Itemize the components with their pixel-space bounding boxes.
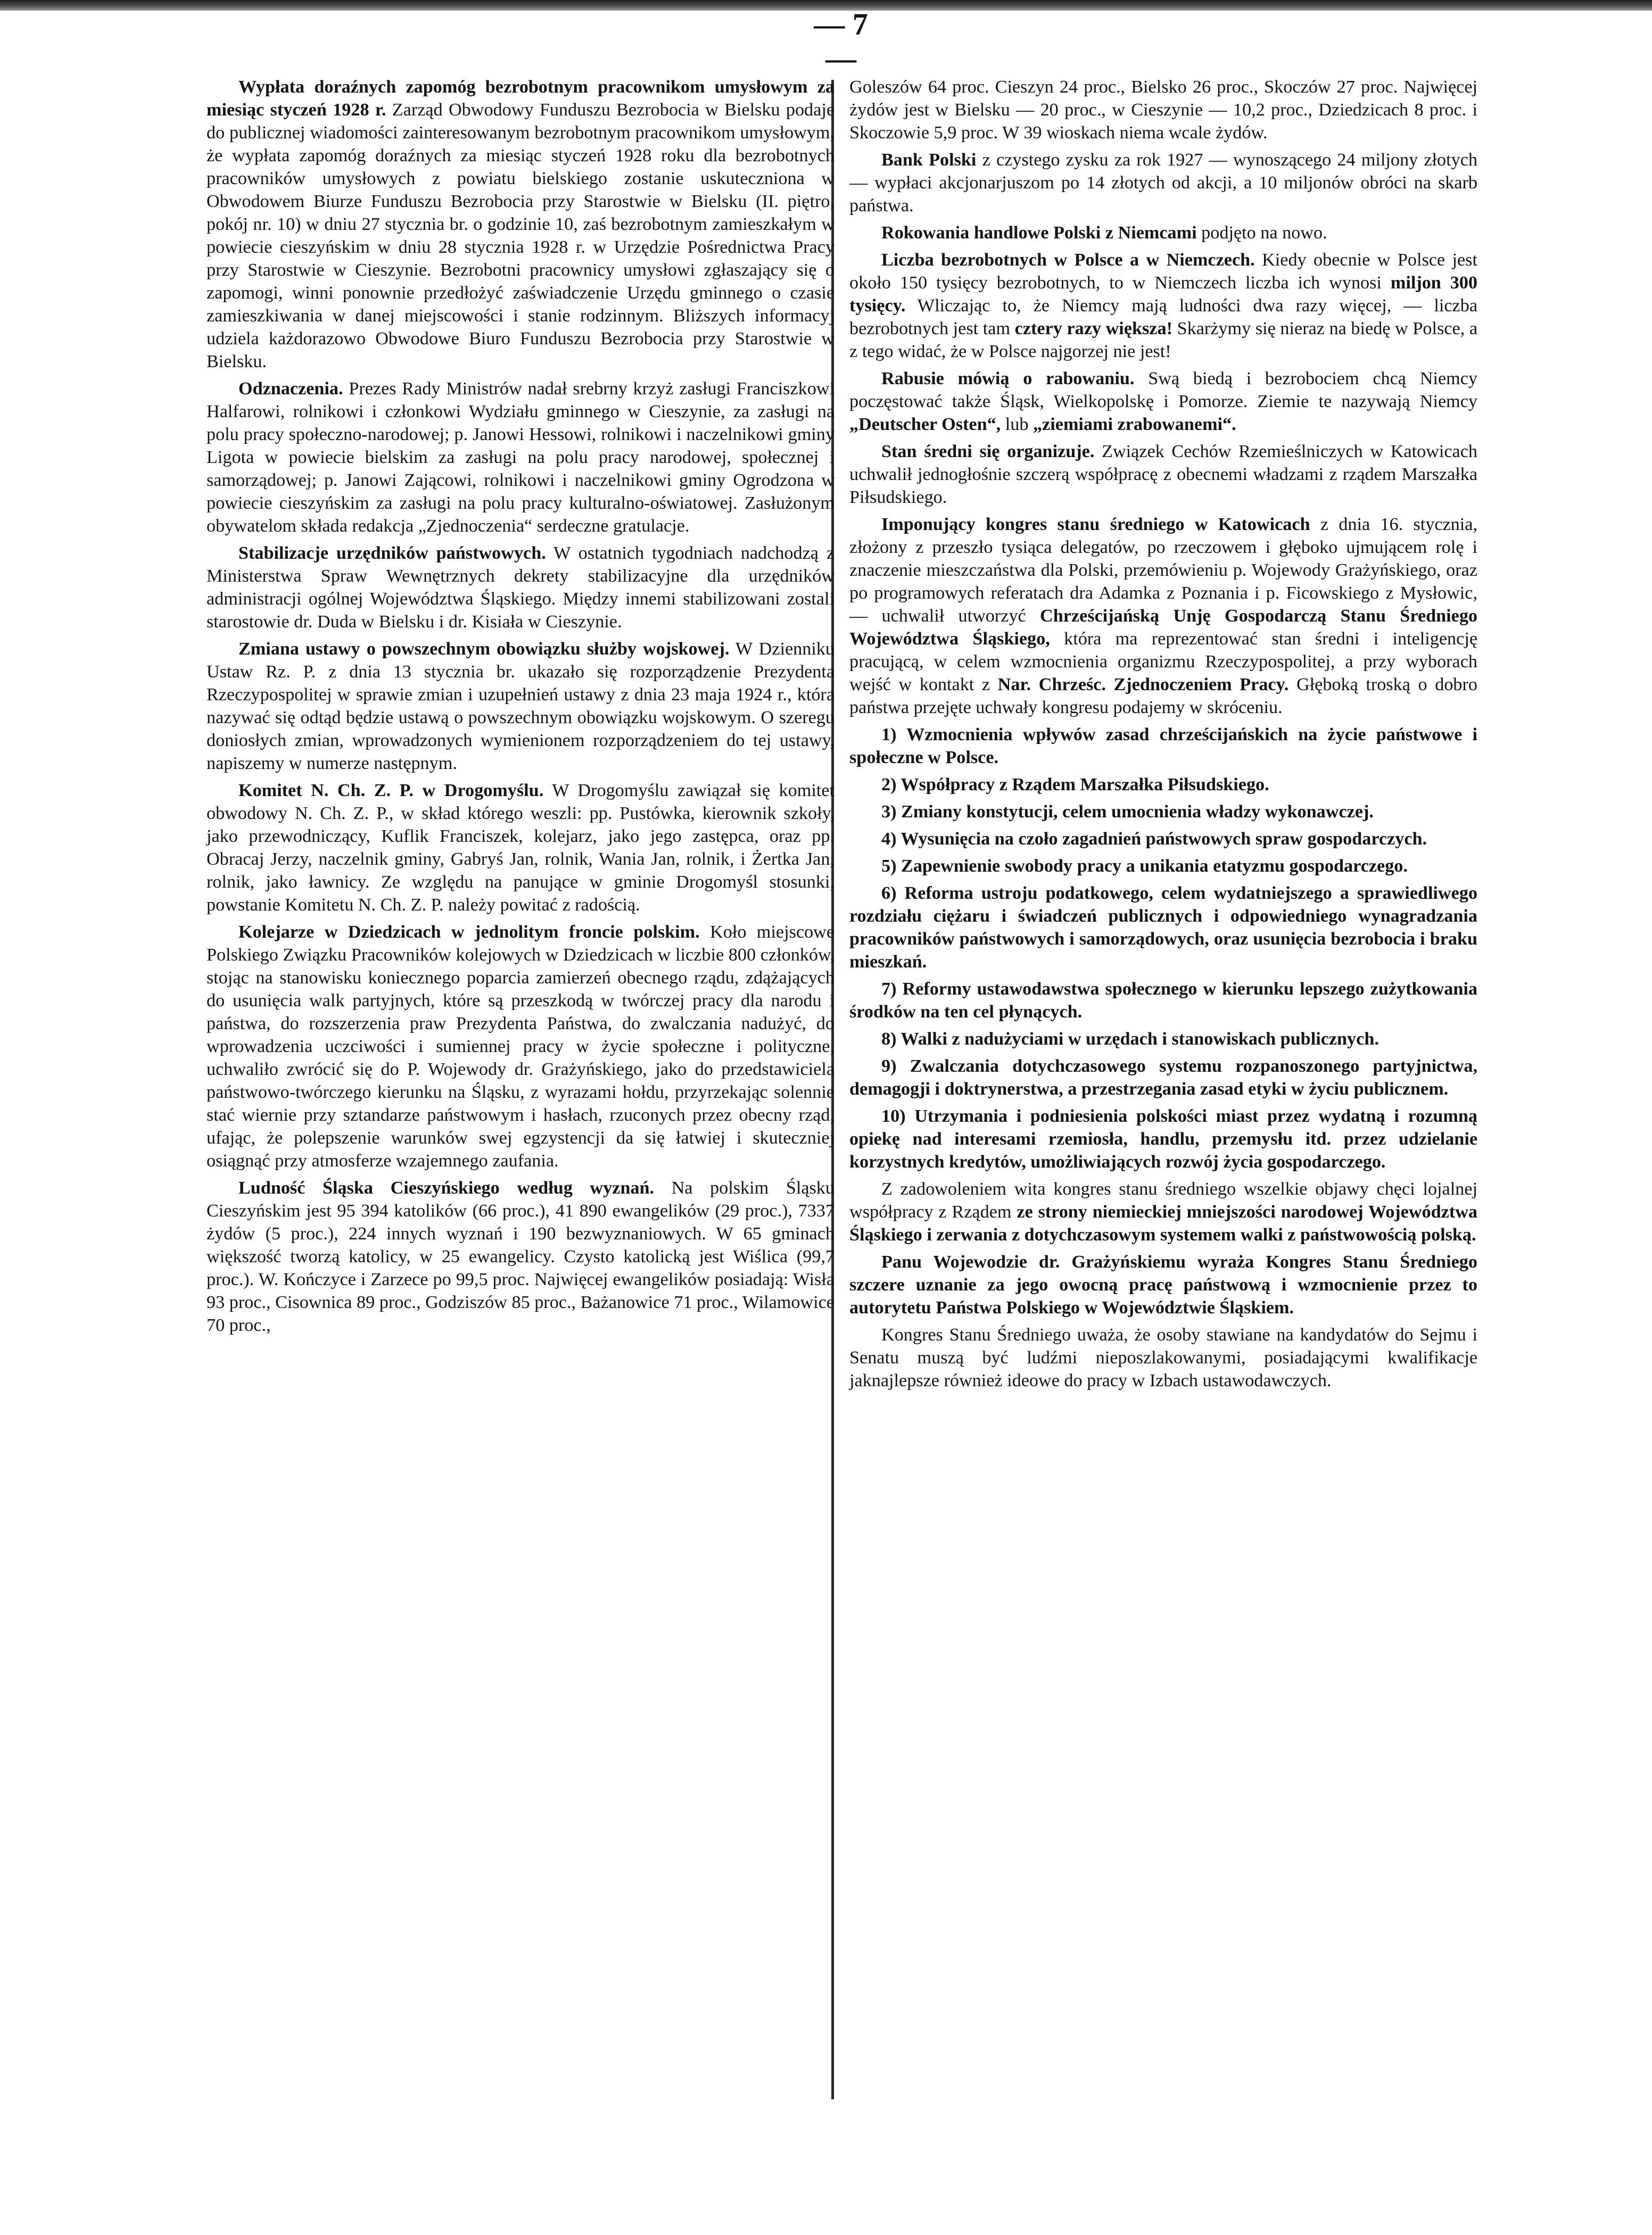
article-stan-sredni bbox=[849, 440, 1477, 509]
article-heading: Odznaczenia. bbox=[238, 379, 343, 399]
article-heading: Stan średni się organizuje. bbox=[881, 442, 1095, 461]
resolution-item: 2) Współpracy z Rządem Marszałka Piłsudskiego. bbox=[881, 775, 1269, 794]
article-body: W Dzienniku Ustaw Rz. P. z dnia 13 stycznia br. ukazało się rozporządzenie Prezydenta Rzeczypospolitej w sprawie zmian i uzupełnień ustawy z dnia 23 maja 1924 r., która nazywać się odtąd będzie ustawą o powszechnym obowiązku wojskowym. O szeregu doniosłych zmian, wprowadzonych wymienionem rozporządzeniem do tej ustawy, napiszemy w numerze następnym. bbox=[206, 639, 835, 773]
article-body: z dnia 16. stycznia, złożony z przeszło tysiąca delegatów, po rzeczowem i głęboko ujmującem rolę i znaczenie mieszczaństwa dla Polski, przemówieniu p. Wojewody Grażyńskiego, oraz po programowych referatach dra Adamka z Poznania i p. Ficowskiego z Mysłowic, — uchwalił utworzyć bbox=[849, 515, 1477, 626]
resolution-item: 1) Wzmocnienia wpływów zasad chrześcijańskich na życie państwowe i społeczne w Polsce. bbox=[849, 725, 1477, 767]
closing-paragraph bbox=[849, 1323, 1477, 1392]
article-ustawa-wojskowa bbox=[206, 638, 835, 775]
article-heading: Wypłata doraźnych zapomóg bezrobotnym pracownikom umysłowym za miesiąc styczeń 1928 r. bbox=[206, 77, 835, 120]
article-heading: Bank Polski bbox=[881, 150, 977, 170]
closing-paragraph bbox=[849, 1178, 1477, 1246]
article-emphasis: „ziemiami zrabowanemi“. bbox=[1033, 415, 1236, 434]
article-body: Prezes Rady Ministrów nadał srebrny krzyż zasługi Franciszkowi Halfarowi, rolnikowi i członkowi Wydziału gminnego w Cieszynie, za zasługi na polu pracy społeczno-narodowej; p. Janowi Hessowi, rolnikowi i naczelnikowi gminy Ligota w powiecie bielskim za zasługi na polu pracy narodowej, społecznej i samorządowej; p. Janowi Zającowi, rolnikowi i naczelnikowi gminy Ogrodzona w powiecie cieszyńskim za zasługi na polu pracy kulturalno-oświatowej. Zasłużonym obywatelom składa redakcja „Zjednoczenia“ serdeczne gratulacje. bbox=[206, 379, 835, 536]
article-emphasis: ze strony niemieckiej mniejszości narodowej Województwa Śląskiego i zerwania z dotychczasowym systemem walki z państwowością polską. bbox=[849, 1202, 1477, 1245]
article-stabilizacje bbox=[206, 542, 835, 633]
article-heading: Ludność Śląska Cieszyńskiego według wyznań. bbox=[238, 1178, 655, 1198]
article-heading: Zmiana ustawy o powszechnym obowiązku służby wojskowej. bbox=[238, 639, 730, 659]
article-emphasis: Chrześcijańską Unję Gospodarczą Stanu Średniego Województwa Śląskiego, bbox=[849, 606, 1478, 649]
article-rokowania bbox=[849, 221, 1477, 244]
article-heading: Rabusie mówią o rabowaniu. bbox=[881, 369, 1135, 388]
article-ludnosc-continuation: Goleszów 64 proc. Cieszyn 24 proc., Bielsko 26 proc., Skoczów 27 proc. Najwięcej żydów jest w Bielsku — 20 proc., w Cieszynie — 10,2 proc., Dziedzicach 8 proc. i Skoczowie 5,9 proc. W 39 wioskach niema wcale żydów. bbox=[849, 77, 1477, 143]
article-body: z czystego zysku za rok 1927 — wynoszącego 24 miljony złotych — wypłaci akcjonarjuszom po 14 złotych od akcji, a 10 miljonów obróci na skarb państwa. bbox=[849, 150, 1477, 216]
article-body: Kongres Stanu Średniego uważa, że osoby stawiane na kandydatów do Sejmu i Senatu muszą być ludźmi nieposzlakowanymi, posiadającymi kwalifikacje jaknajlepsze również ideowe do pracy w Izbach ustawodawczych. bbox=[849, 1325, 1477, 1390]
article-body: Kiedy obecnie w Polsce jest około 150 tysięcy bezrobotnych, to w Niemczech liczba ich wynosi bbox=[849, 250, 1477, 293]
article-rabusie bbox=[849, 367, 1477, 436]
resolution-item: 4) Wysunięcia na czoło zagadnień państwowych spraw gospodarczych. bbox=[881, 829, 1427, 849]
article-body: Koło miejscowe Polskiego Związku Pracowników kolejowych w Dziedzicach w liczbie 800 członków, stojąc na stanowisku koniecznego poparcia zamierzeń obecnego rządu, zdążających do usunięcia walk partyjnych, które są przeszkodą w twórczej pracy dla narodu i państwa, do rozszerzenia praw Prezydenta Państwa, do zwalczania nadużyć, do wprowadzenia uczciwości i sumiennej pracy w życie społeczne i polityczne, uchwaliło zwrócić się do P. Wojewody dr. Grażyńskiego, jako do przedstawiciela państwowo-twórczego kierunku na Śląsku, z wyrazami hołdu, przyrzekając solennie stać wiernie przy sztandarze państwowym i hasłach, rzuconych przez obecny rząd, ufając, że polepszenie warunków swej egzystencji da się łatwiej i skuteczniej osiągnąć przy atmosferze wzajemnego zaufania. bbox=[206, 922, 835, 1171]
resolution-item: 7) Reformy ustawodawstwa społecznego w kierunku lepszego zużytkowania środków na ten cel płynących. bbox=[849, 979, 1477, 1022]
right-column bbox=[849, 76, 1477, 1392]
article-emphasis: Nar. Chrześc. Zjednoczeniem Pracy. bbox=[997, 675, 1289, 694]
article-body: Swą biedą i bezrobociem chcą Niemcy poczęstować także Śląsk, Wielkopolskę i Pomorze. Ziemie te nazywają Niemcy bbox=[849, 369, 1478, 411]
resolution-item: 5) Zapewnienie swobody pracy a unikania etatyzmu gospodarczego. bbox=[881, 856, 1408, 876]
article-heading: Rokowania handlowe Polski z Niemcami bbox=[881, 223, 1197, 243]
article-body: W ostatnich tygodniach nadchodzą z Ministerstwa Spraw Wewnętrznych dekrety stabilizacyjne dla urzędników administracji ogólnej Województwa Śląskiego. Między innemi stabilizowani zostali starostowie dr. Duda w Bielsku i dr. Kisiała w Cieszynie. bbox=[206, 543, 835, 632]
resolution-item: 6) Reforma ustroju podatkowego, celem wydatniejszego a sprawiedliwego rozdziału ciężaru i świadczeń publicznych i odpowiedniego wynagradzania pracowników państwowych i samorządowych, oraz usunięcia bezrobocia i braku mieszkań. bbox=[849, 883, 1477, 972]
article-kongres bbox=[849, 513, 1477, 719]
article-bezrobotni bbox=[849, 249, 1477, 363]
article-heading: Kolejarze w Dziedzicach w jednolitym froncie polskim. bbox=[238, 922, 700, 942]
article-body: Wliczając to, że Niemcy mają ludności dwa razy więcej, — liczba bezrobotnych jest tam bbox=[849, 296, 1477, 338]
article-heading: Stabilizacje urzędników państwowych. bbox=[238, 543, 546, 563]
article-emphasis: „Deutscher Osten“, bbox=[849, 415, 1001, 434]
article-emphasis: miljon 300 tysięcy. bbox=[849, 273, 1477, 316]
article-body: W Drogomyślu zawiązał się komitet obwodowy N. Ch. Z. P., w skład którego weszli: pp. Pustówka, kierownik szkoły, jako przewodniczący, Kuflik Franciszek, kolejarz, jako jego zastępca, oraz pp. Obracaj Jerzy, naczelnik gminy, Gabryś Jan, rolnik, Wania Jan, rolnik, i Żertka Jan, rolnik, jako ławnicy. Ze względu na panujące w gminie Drogomyśl stosunki, powstanie Komitetu N. Ch. Z. P. należy powitać z radością. bbox=[206, 781, 835, 915]
article-komitet-drogomysl bbox=[206, 779, 835, 916]
resolution-item: 10) Utrzymania i podniesienia polskości miast przez wydatną i rozumną opiekę nad interesami rzemiosła, handlu, przemysłu itd. przez udzielanie korzystnych kredytów, umożliwiających rozwój życia gospodarczego. bbox=[849, 1106, 1477, 1172]
article-ludnosc bbox=[206, 1177, 835, 1337]
resolution-item: 8) Walki z nadużyciami w urzędach i stanowiskach publicznych. bbox=[881, 1029, 1379, 1049]
article-bank-polski bbox=[849, 148, 1477, 217]
resolution-item: 9) Zwalczania dotychczasowego systemu rozpanoszonego partyjnictwa, demagogji i doktrynerstwa, a przestrzegania zasad etyki w życiu publicznem. bbox=[849, 1056, 1477, 1099]
article-body: Skarżymy się nieraz na biedę w Polsce, a z tego widać, że w Polsce najgorzej nie jest! bbox=[849, 319, 1477, 361]
article-heading: Liczba bezrobotnych w Polsce a w Niemczech. bbox=[881, 250, 1255, 270]
article-body: lub bbox=[1001, 415, 1034, 434]
article-heading: Imponujący kongres stanu średniego w Katowicach bbox=[881, 515, 1310, 534]
article-body: Związek Cechów Rzemieślniczych w Katowicach uchwalił jednogłośnie szczerą współpracę z obecnemi władzami z rządem Marszałka Piłsudskiego. bbox=[849, 442, 1477, 507]
article-body: podjęto na nowo. bbox=[1196, 223, 1327, 243]
article-odznaczenia bbox=[206, 377, 835, 537]
article-body: która ma reprezentować stan średni i inteligencję pracującą, w celem wzmocnienia organizmu Rzeczypospolitej, a przy wyborach wejść w kontakt z bbox=[849, 629, 1477, 694]
left-column bbox=[206, 76, 835, 1337]
article-body: Z zadowoleniem wita kongres stanu średniego wszelkie objawy chęci lojalnej współpracy z Rządem bbox=[849, 1179, 1477, 1222]
closing-paragraph bbox=[849, 1251, 1477, 1319]
article-zapomogi bbox=[206, 76, 835, 373]
article-emphasis: cztery razy większa! bbox=[1014, 319, 1172, 338]
article-body: Na polskim Śląsku Cieszyńskim jest 95 394 katolików (66 proc.), 41 890 ewangelików (29 proc.), 7337 żydów (5 proc.), 224 innych wyznań i 190 bezwyznaniowych. W 65 gminach większość tworzą katolicy, w 25 ewangelicy. Czysto katolicką jest Wiślica (99,7 proc.). W. Kończyce i Zarzece po 99,5 proc. Najwięcej ewangelików posiadają: Wisła 93 proc., Cisownica 89 proc., Godziszów 85 proc., Bażanowice 71 proc., Wilamowice 70 proc., bbox=[206, 1178, 835, 1335]
page-number: — 7 — bbox=[814, 7, 868, 76]
resolution-item: 3) Zmiany konstytucji, celem umocnienia władzy wykonawczej. bbox=[881, 802, 1374, 822]
article-body: Zarząd Obwodowy Funduszu Bezrobocia w Bielsku podaje do publicznej wiadomości zainteresowanym bezrobotnym pracownikom umysłowym, że wypłata zapomóg doraźnych za miesiąc styczeń 1928 roku dla bezrobotnych pracowników umysłowych z powiatu bielskiego zostanie uskuteczniona w Obwodowem Biurze Funduszu Bezrobocia przy Starostwie w Bielsku (II. piętro, pokój nr. 10) w dniu 27 stycznia br. o godzinie 10, zaś bezrobotnym zamieszkałym w powiecie cieszyńskim w dniu 28 stycznia 1928 r. w Urzędzie Pośrednictwa Pracy przy Starostwie w Cieszynie. Bezrobotni pracownicy umysłowi zgłaszający się o zapomogi, winni ponownie przedłożyć zaświadczenie Urzędu gminnego o czasie zamieszkiwania w danej miejscowości i stanie rodzinnym. Bliższych informacyj udziela każdorazowo Obwodowe Biuro Funduszu Bezrobocia przy Starostwie w Bielsku. bbox=[206, 100, 835, 371]
article-body: Głęboką troską o dobro państwa przejęte uchwały kongresu podajemy w skróceniu. bbox=[849, 675, 1477, 717]
article-heading: Komitet N. Ch. Z. P. w Drogomyślu. bbox=[238, 781, 544, 800]
article-kolejarze bbox=[206, 921, 835, 1172]
article-body: Panu Wojewodzie dr. Grażyńskiemu wyraża Kongres Stanu Średniego szczere uznanie za jego owocną pracę państwową i wzmocnienie przez to autorytetu Państwa Polskiego w Województwie Śląskiem. bbox=[849, 1252, 1477, 1318]
